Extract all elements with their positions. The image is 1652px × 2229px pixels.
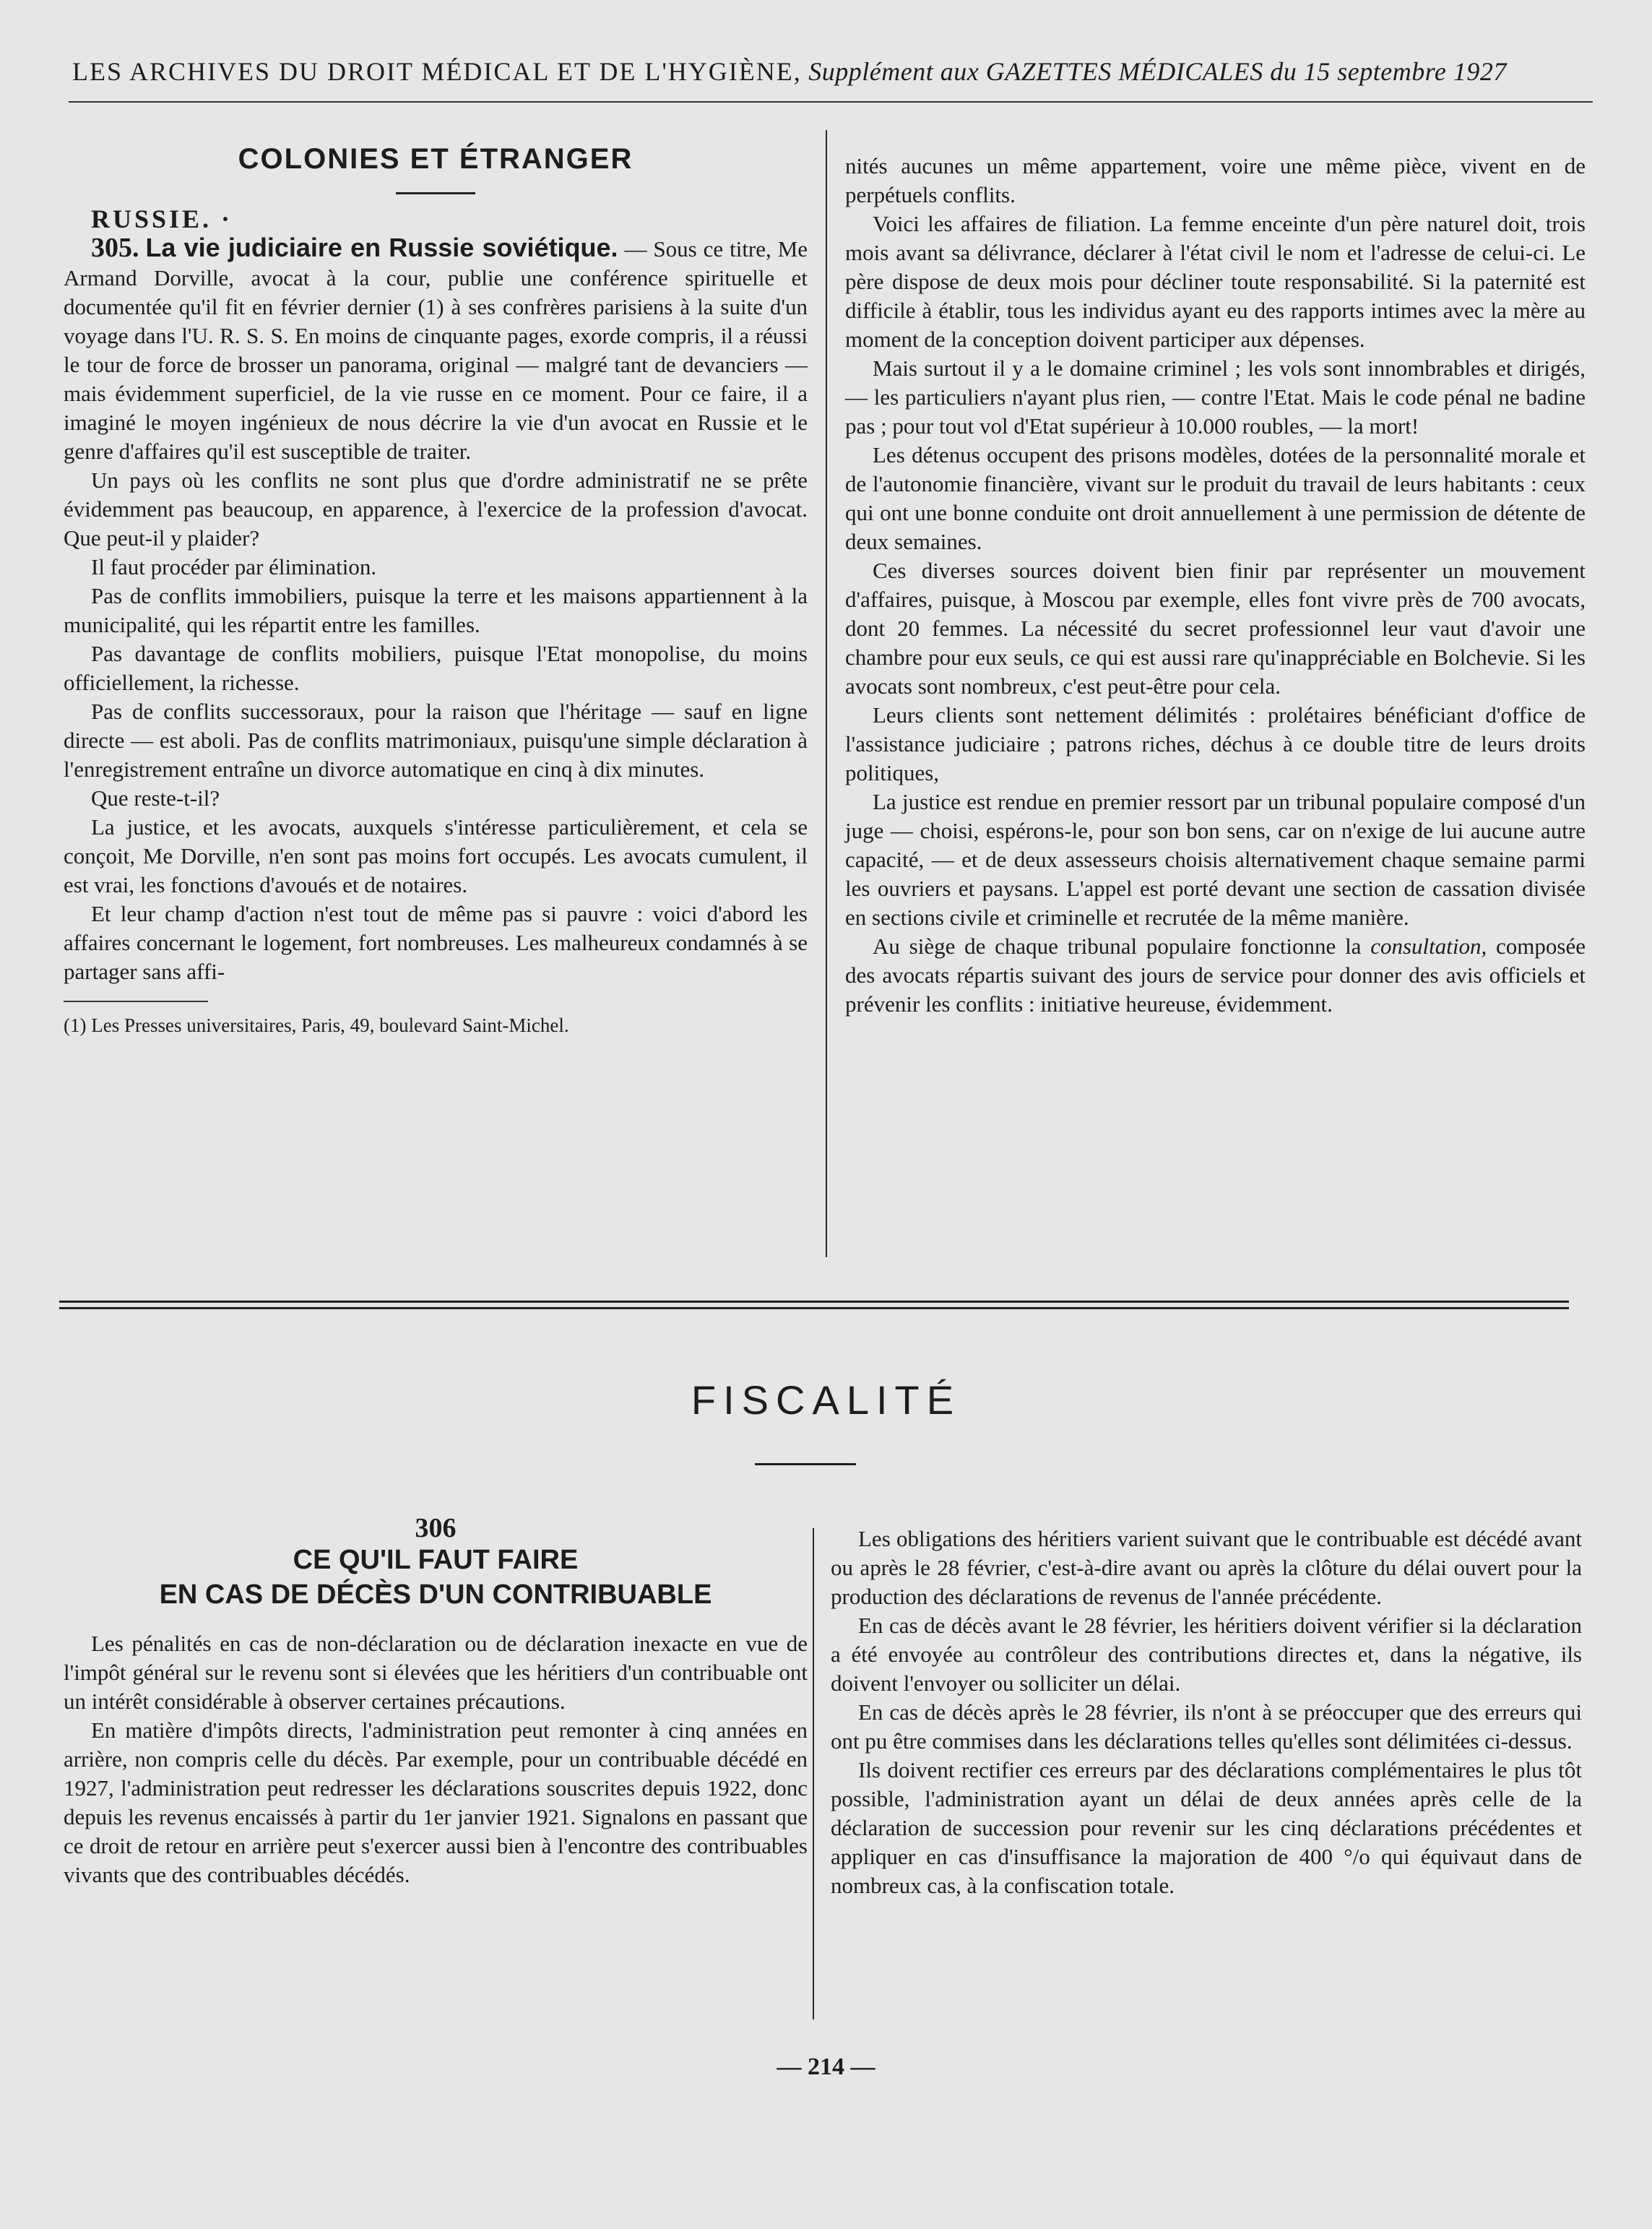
article-305-number: 305.	[91, 233, 139, 263]
journal-title: LES ARCHIVES DU DROIT MÉDICAL ET DE L'HYGIÈNE,	[72, 57, 802, 86]
article-305-paragraph: Que reste-t-il?	[91, 785, 220, 811]
fiscalite-section-title: FISCALITÉ	[691, 1377, 961, 1423]
article-305-paragraph: La justice est rendue en premier ressort par un tribunal populaire composé d'un juge — choisi, espérons-le, pour son bon sens, car on n'exige de lui aucune autre capacité, — et de deux assesseurs choisis alternativement chaque semaine parmi les ouvriers et paysans. L'appel est porté devant une section de cassation divisée en sections civile et criminelle et recrutée de la même manière.	[845, 789, 1586, 930]
article-305-paragraph: Voici les affaires de filiation. La femme enceinte d'un père naturel doit, trois mois avant sa délivrance, déclarer à l'état civil le nom et l'adresse de celui-ci. Le père dispose de deux mois pour décliner toute responsabilité. Si la paternité est difficile à établir, tous les individus ayant eu des rapports intimes avec la mère au moment de la conception doivent participer aux dépenses.	[845, 211, 1586, 352]
article-305-last-paragraph	[845, 932, 1586, 1019]
last-paragraph-start: Au siège de chaque tribunal populaire fonctionne la	[873, 934, 1362, 959]
article-305-paragraph: Pas davantage de conflits mobiliers, puisque l'Etat monopolise, du moins officiellement, la richesse.	[64, 641, 808, 695]
article-305-title: La vie judiciaire en Russie soviétique.	[145, 233, 618, 262]
supplement-date: Supplément aux GAZETTES MÉDICALES du 15 septembre 1927	[808, 57, 1507, 86]
running-header	[72, 56, 1596, 87]
article-305-paragraph: Leurs clients sont nettement délimités : prolétaires bénéficiant d'office de l'assistance judiciaire ; patrons riches, déchus à ce double titre de leurs droits politiques,	[845, 702, 1586, 785]
article-306-title-line-2: EN CAS DE DÉCÈS D'UN CONTRIBUABLE	[159, 1579, 712, 1610]
article-306-paragraph: En cas de décès après le 28 février, ils n'ont à se préoccuper que des erreurs qui ont pu être commises dans les déclarations telles qu'elles sont délimitées ci-dessus.	[831, 1699, 1582, 1754]
article-305-paragraph: Un pays où les conflits ne sont plus que d'ordre administratif ne se prête évidemment pas beaucoup, en apparence, à l'exercice de la profession d'avocat. Que peut-il y plaider?	[64, 467, 808, 551]
footnote: (1) Les Presses universitaires, Paris, 49, boulevard Saint-Michel.	[64, 1014, 569, 1036]
column-rule-bottom	[813, 1528, 814, 2019]
section-separator-rule	[59, 1301, 1569, 1309]
section-title-rule	[396, 192, 475, 194]
article-306-paragraph: Les pénalités en cas de non-déclaration ou de déclaration inexacte en vue de l'impôt général sur le revenu sont si élevées que les héritiers d'un contribuable ont un intérêt considérable à observer certaines précautions.	[64, 1631, 808, 1714]
article-306-title	[64, 1543, 808, 1612]
article-306-paragraph: Les obligations des héritiers varient suivant que le contribuable est décédé avant ou après le 28 février, c'est-à-dire avant ou après la clôture du délai ouvert pour la production des déclarations de revenus de l'année précédente.	[831, 1526, 1582, 1609]
article-306-paragraph: En matière d'impôts directs, l'administration peut remonter à cinq années en arrière, non compris celle du décès. Par exemple, pour un contribuable décédé en 1927, l'administration peut redresser les déclarations souscrites depuis 1922, donc depuis les revenus encaissés à partir du 1er janvier 1921. Signalons en passant que ce droit de retour en arrière peut s'exercer aussi bien à l'encontre des contribuables vivants que des contribuables décédés.	[64, 1717, 808, 1887]
article-305-paragraph: Les détenus occupent des prisons modèles, dotées de la personnalité morale et de l'autonomie financière, vivant sur le produit du travail de leurs habitants : ceux qui ont une bonne conduite ont droit annuellement à une permission de détente de deux semaines.	[845, 442, 1586, 554]
fiscalite-left-column	[64, 1514, 808, 1889]
article-305-paragraph: Mais surtout il y a le domaine criminel ; les vols sont innombrables et dirigés, — les particuliers n'ayant plus rien, — contre l'Etat. Mais le code pénal ne badine pas ; pour tout vol d'Etat supérieur à 10.000 roubles, — la mort!	[845, 355, 1586, 439]
article-305-paragraph: La justice, et les avocats, auxquels s'intéresse particulièrement, et cela se conçoit, Me Dorville, n'en sont pas moins fort occupés. Les avocats cumulent, il est vrai, les fonctions d'avoués et de notaires.	[64, 814, 808, 897]
article-305-intro	[64, 233, 808, 466]
article-305-paragraph: Et leur champ d'action n'est tout de même pas si pauvre : voici d'abord les affaires concernant le logement, fort nombreuses. Les malheureux condamnés à se partager sans affi-	[64, 901, 808, 984]
article-305-paragraph-1: — Sous ce titre, Me Armand Dorville, avocat à la cour, publie une conférence spirituelle et documentée qu'il fit en février dernier (1) à ses confrères parisiens à la suite d'un voyage dans l'U. R. S. S. En moins de cinquante pages, exorde compris, il a réussi le tour de force de brosser un panorama, original — malgré tant de devanciers — mais évidemment superficiel, de la vie russe en ce moment. Pour ce faire, il a imaginé le moyen ingénieux de nous décrire la vie d'un avocat en Russie et le genre d'affaires qu'il est susceptible de traiter.	[64, 236, 808, 464]
article-305-paragraph: Pas de conflits successoraux, pour la raison que l'héritage — sauf en ligne directe — est aboli. Pas de conflits matrimoniaux, puisqu'une simple déclaration à l'enregistrement entraîne un divorce automatique en cinq à dix minutes.	[64, 699, 808, 782]
header-rule	[69, 101, 1593, 103]
separator-line-bottom	[59, 1307, 1569, 1309]
consultation-term: consultation,	[1370, 934, 1487, 959]
article-306-paragraph: Ils doivent rectifier ces erreurs par des déclarations complémentaires le plus tôt possible, l'administration ayant un délai de deux années après celle de la déclaration de succession pour revenir sur les cinq déclarations précédentes et appliquer en cas d'insuffisance la majoration de 400 °/o qui équivaut dans de nombreux cas, à la confiscation totale.	[831, 1757, 1582, 1898]
column-rule-top	[826, 130, 827, 1257]
country-heading: RUSSIE. ·	[91, 204, 233, 233]
article-306-title-line-1: CE QU'IL FAUT FAIRE	[293, 1545, 579, 1575]
article-305-paragraph: Ces diverses sources doivent bien finir par représenter un mouvement d'affaires, puisque, à Moscou par exemple, elles font vivre près de 700 avocats, dont 20 femmes. La nécessité du secret professionnel leur vaut d'avoir une chambre pour eux seuls, ce qui est aussi rare qu'inappréciable en Bolchevie. Si les avocats sont nombreux, c'est peut-être pour cela.	[845, 558, 1586, 699]
colonies-right-column	[845, 152, 1586, 1019]
article-305-continued: nités aucunes un même appartement, voire une même pièce, vivent en de perpétuels conflits.	[845, 153, 1586, 207]
article-305-paragraph: Pas de conflits immobiliers, puisque la terre et les maisons appartiennent à la municipalité, qui les répartit entre les familles.	[64, 583, 808, 637]
fiscalite-right-column	[831, 1525, 1582, 1900]
colonies-left-column	[64, 145, 808, 1040]
article-306-paragraph: En cas de décès avant le 28 février, les héritiers doivent vérifier si la déclaration a été envoyée au contrôleur des contributions directes et, dans la négative, ils doivent l'envoyer ou solliciter un délai.	[831, 1613, 1582, 1696]
page-number: — 214 —	[777, 2053, 875, 2080]
article-305-paragraph: Il faut procéder par élimination.	[91, 554, 377, 579]
footnote-rule	[64, 1001, 208, 1002]
fiscalite-title-rule	[755, 1463, 856, 1465]
colonies-section-title: COLONIES ET ÉTRANGER	[238, 143, 633, 175]
last-paragraph-end: composée des avocats répartis suivant des jours de service pour donner des avis officiels et prévenir les conflits : initiative heureuse, évidemment.	[845, 934, 1586, 1017]
separator-line-top	[59, 1301, 1569, 1303]
article-306-number: 306	[415, 1513, 457, 1543]
